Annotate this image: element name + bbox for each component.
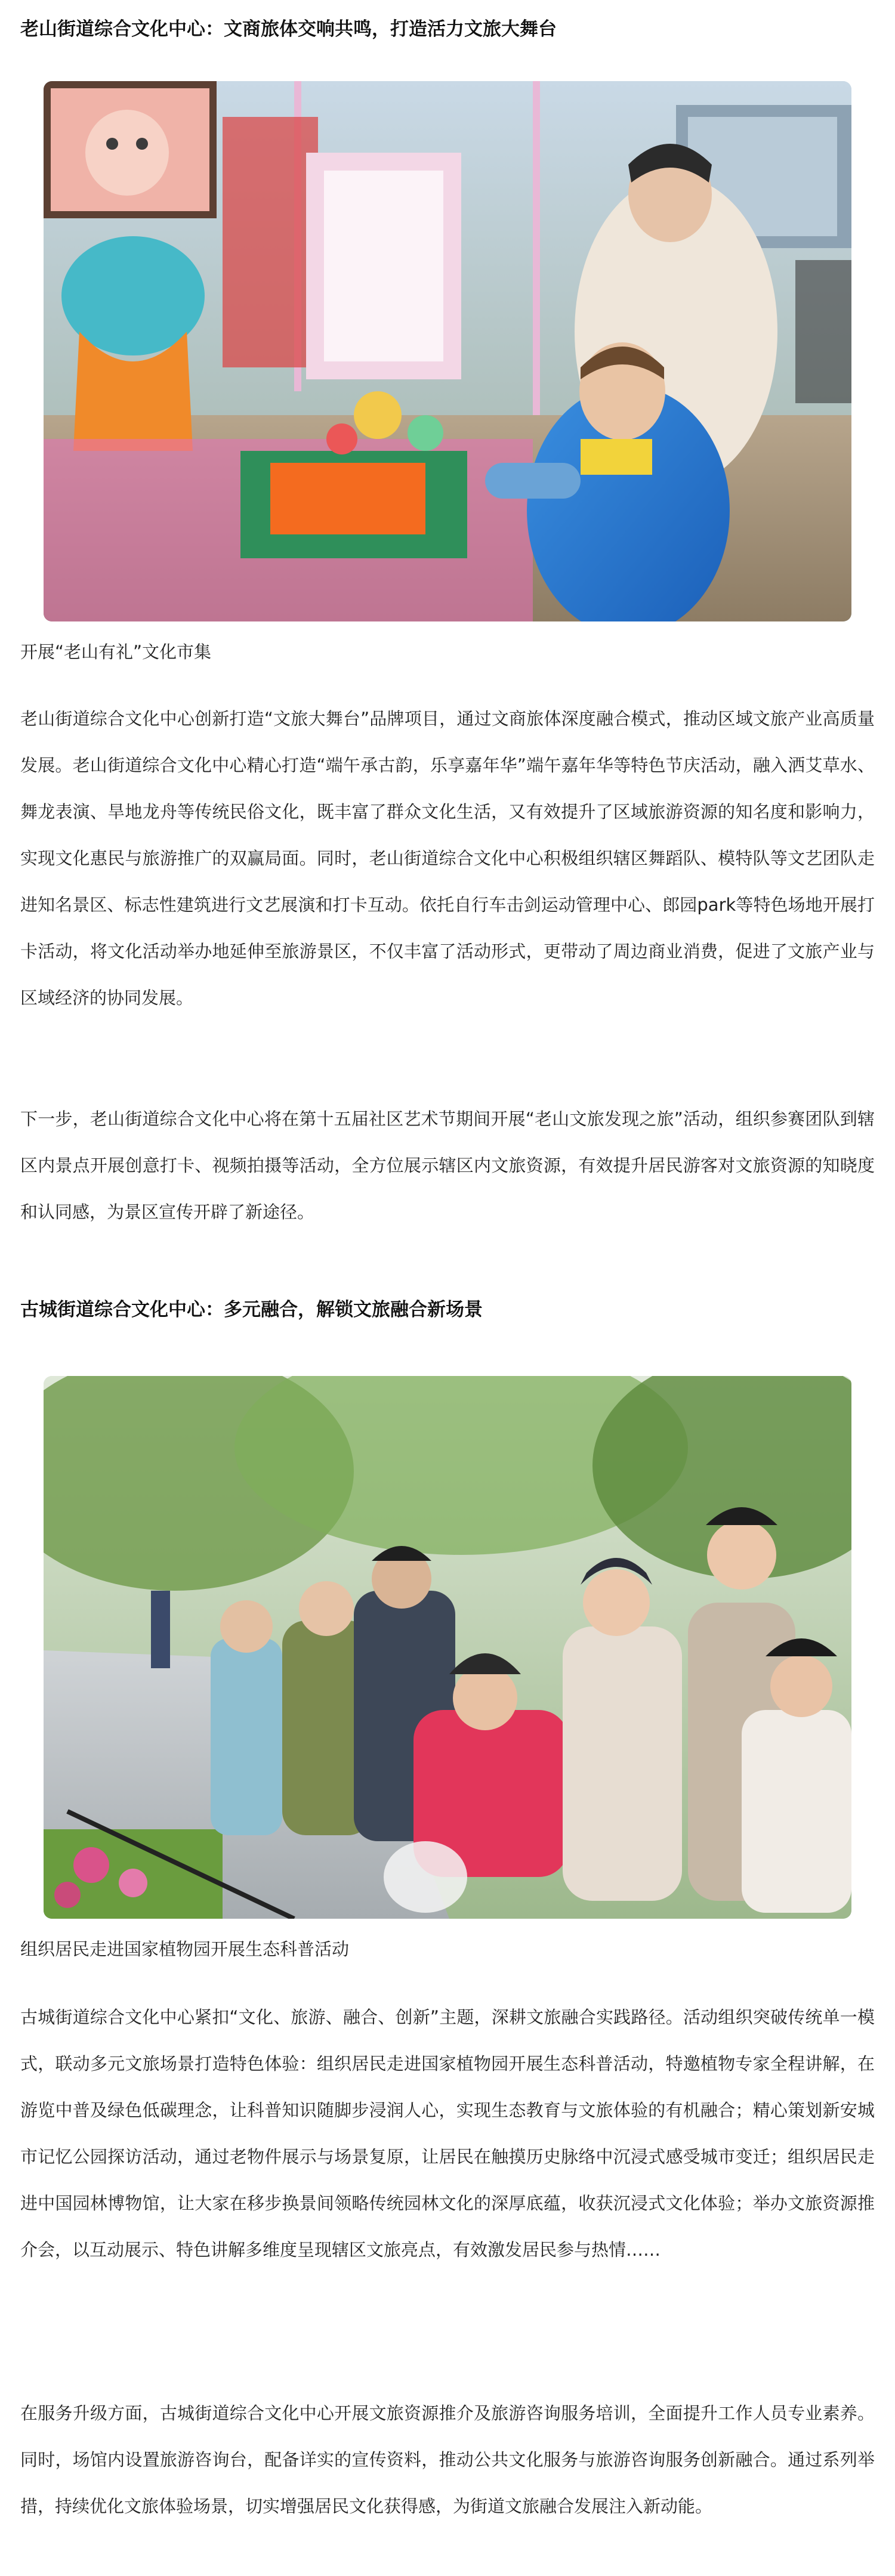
photo-culture-market [44, 81, 851, 621]
section-paragraph: 在服务升级方面，古城街道综合文化中心开展文旅资源推介及旅游咨询服务培训，全面提升工作人员专业素养。同时，场馆内设置旅游咨询台，配备详实的宣传资料，推动公共文化服务与旅游咨询服务创新融合。通过系列举措，持续优化文旅体验场景，切实增强居民文化获得感，为街道文旅融合发展注入新动能。 [20, 2403, 875, 2516]
section-heading-laoshan: 老山街道综合文化中心：文商旅体交响共鸣，打造活力文旅大舞台 [20, 18, 557, 40]
photo-caption-botanical-garden: 组织居民走进国家植物园开展生态科普活动 [20, 1939, 350, 1959]
botanical-garden-illustration [44, 1376, 851, 1919]
section-heading-gucheng: 古城街道综合文化中心：多元融合，解锁文旅融合新场景 [20, 1299, 483, 1321]
section-paragraph: 下一步，老山街道综合文化中心将在第十五届社区艺术节期间开展“老山文旅发现之旅”活动，组织参赛团队到辖区内景点开展创意打卡、视频拍摄等活动，全方位展示辖区内文旅资源，有效提升居民游客对文旅资源的知晓度和认同感，为景区宣传开辟了新途径。 [20, 1109, 875, 1222]
photo-botanical-garden [44, 1376, 851, 1919]
section-paragraph: 老山街道综合文化中心创新打造“文旅大舞台”品牌项目，通过文商旅体深度融合模式，推动区域文旅产业高质量发展。老山街道综合文化中心精心打造“端午承古韵，乐享嘉年华”端午嘉年华等特色节庆活动，融入洒艾草水、舞龙表演、旱地龙舟等传统民俗文化，既丰富了群众文化生活，又有效提升了区域旅游资源的知名度和影响力，实现文化惠民与旅游推广的双赢局面。同时，老山街道综合文化中心积极组织辖区舞蹈队、模特队等文艺团队走进知名景区、标志性建筑进行文艺展演和打卡互动。依托自行车击剑运动管理中心、郎园park等特色场地开展打卡活动，将文化活动举办地延伸至旅游景区，不仅丰富了活动形式，更带动了周边商业消费，促进了文旅产业与区域经济的协同发展。 [20, 709, 875, 1008]
photo-caption-culture-market: 开展“老山有礼”文化市集 [20, 642, 212, 662]
market-stall-illustration [44, 81, 851, 621]
section-paragraph: 古城街道综合文化中心紧扣“文化、旅游、融合、创新”主题，深耕文旅融合实践路径。活动组织突破传统单一模式，联动多元文旅场景打造特色体验：组织居民走进国家植物园开展生态科普活动，特邀植物专家全程讲解，在游览中普及绿色低碳理念，让科普知识随脚步浸润人心，实现生态教育与文旅体验的有机融合；精心策划新安城市记忆公园探访活动，通过老物件展示与场景复原，让居民在触摸历史脉络中沉浸式感受城市变迁；组织居民走进中国园林博物馆，让大家在移步换景间领略传统园林文化的深厚底蕴，收获沉浸式文化体验；举办文旅资源推介会，以互动展示、特色讲解多维度呈现辖区文旅亮点，有效激发居民参与热情…… [20, 2007, 875, 2260]
